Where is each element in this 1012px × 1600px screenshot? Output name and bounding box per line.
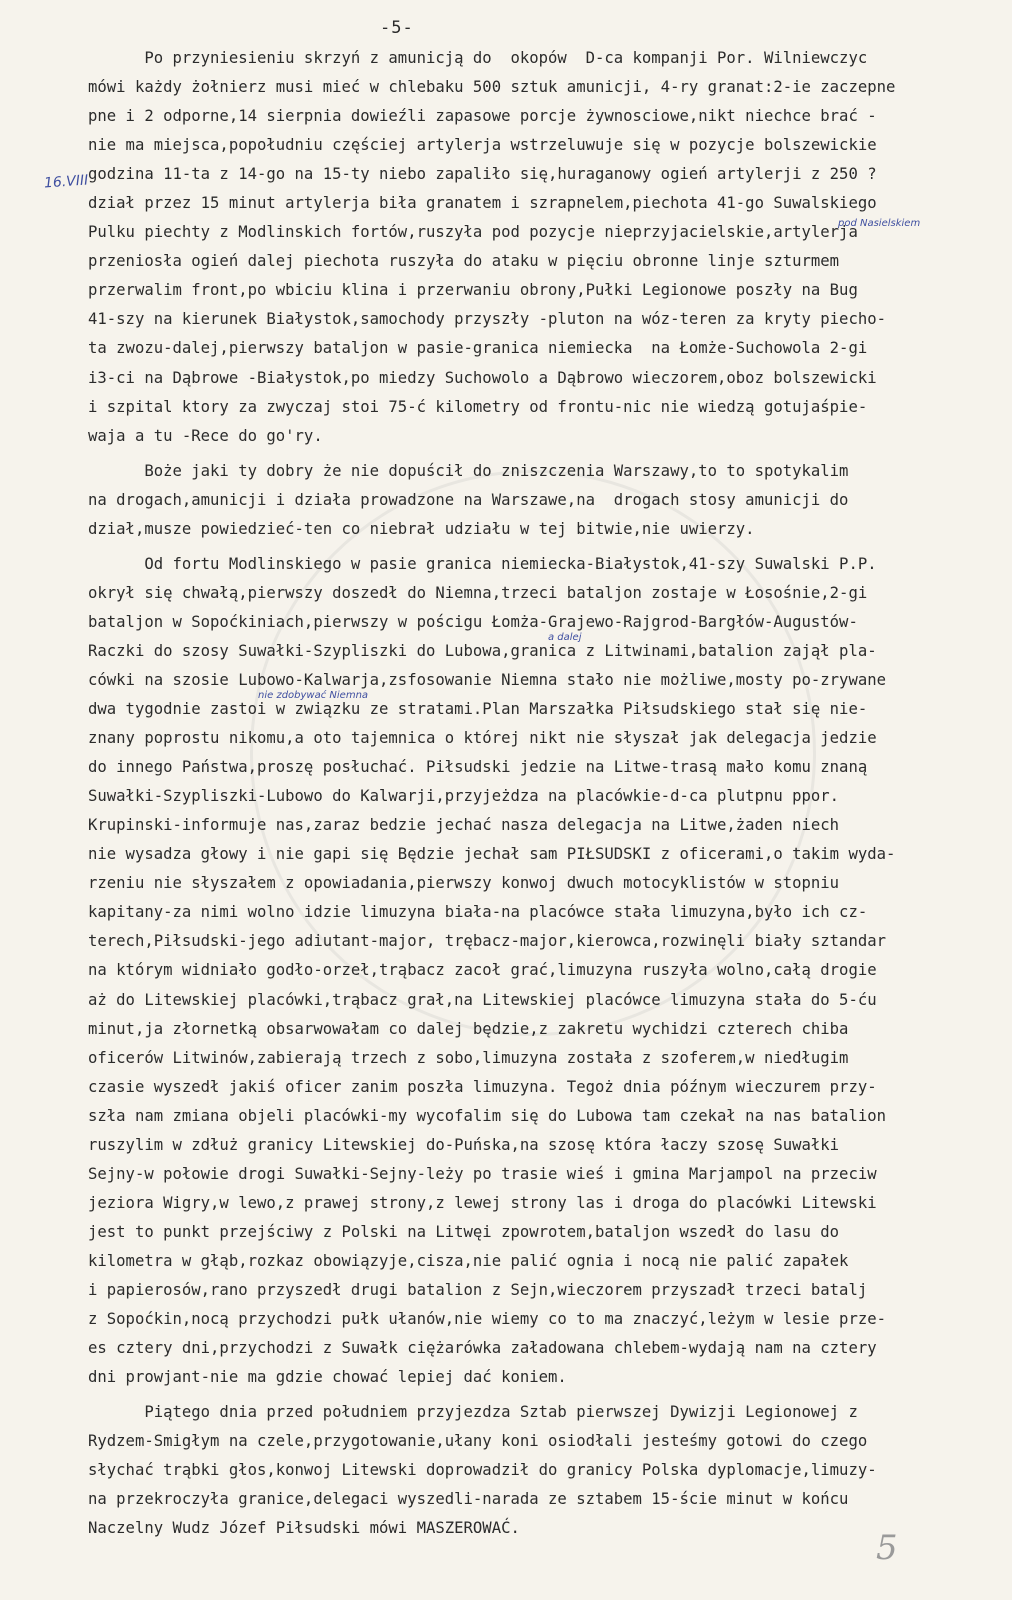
pencil-page-number: 5 — [876, 1528, 898, 1568]
text-line: na drogach,amunicji i działa prowadzone na Warszawe,na drogach stosy amunicji do — [88, 490, 849, 509]
text-line: z Sopoćkin,nocą przychodzi pułk ułanów,nie wiemy co to ma znaczyć,leżym w lesie prze- — [88, 1310, 886, 1329]
text-line: Boże jaki ty dobry że nie dopuścił do zniszczenia Warszawy,to to spotykalim — [88, 461, 849, 480]
text-line: na którym widniało godło-orzeł,trąbacz zacoł grać,limuzyna ruszyła wolno,całą drogie — [88, 961, 877, 980]
text-line: jest to punkt przejściwy z Polski na Litwęi zpowrotem,bataljon wszedł do lasu do — [88, 1222, 840, 1241]
text-line: kapitany-za nimi wolno idzie limuzyna biała-na placówce stała limuzyna,było ich cz- — [88, 903, 868, 922]
text-line: okrył się chwałą,pierwszy doszedł do Niemna,trzeci bataljon zostaje w Łosośnie,2-gi — [88, 583, 868, 602]
text-line: Suwałki-Szypliszki-Lubowo do Kalwarji,przyjeżdza na placówkie-d-ca plutpnu ppor. — [88, 787, 840, 806]
text-line: i papierosów,rano przyszedł drugi batalion z Sejn,wieczorem przyszadł trzeci batalj — [88, 1280, 868, 1299]
text-line: oficerów Litwinów,zabierają trzech z sobo,limuzyna została z szoferem,w niedługim — [88, 1048, 849, 1067]
text-line: dział,musze powiedzieć-ten co niebrał udziału w tej bitwie,nie uwierzy. — [88, 519, 755, 538]
text-line: minut,ja złornetką obsarwowałam co dalej będzie,z zakretu wychidzi czterech chiba — [88, 1019, 849, 1038]
typewritten-body — [88, 44, 968, 1543]
text-line: znany poprostu nikomu,a oto tajemnica o której nikt nie słyszał jak delegacja jedzie — [88, 729, 877, 748]
text-line: na przekroczyła granice,delegaci wyszedli-narada ze sztabem 15-ście minut w końcu — [88, 1490, 849, 1509]
text-line: waja a tu -Rece do go'ry. — [88, 426, 323, 445]
text-line: Raczki do szosy Suwałki-Szypliszki do Lubowa,granica z Litwinami,batalion zajął pla- — [88, 641, 877, 660]
text-line: Naczelny Wudz Józef Piłsudski mówi MASZEROWAĆ. — [88, 1519, 520, 1538]
text-line: pne i 2 odporne,14 sierpnia dowieźli zapasowe porcje żywnosciowe,nikt niechce brać - — [88, 107, 877, 126]
text-line: Od fortu Modlinskiego w pasie granica niemiecka-Białystok,41-szy Suwalski P.P. — [88, 554, 877, 573]
page-number: -5- — [380, 18, 414, 38]
text-line: przerwalim front,po wbiciu klina i przerwaniu obrony,Pułki Legionowe poszły na Bug — [88, 281, 858, 300]
text-line: cówki na szosie Lubowo-Kalwarja,zsfosowanie Niemna stało nie możliwe,mosty po-zrywane — [88, 670, 886, 689]
text-line: es cztery dni,przychodzi z Suwałk ciężarówka załadowana chlebem-wydają nam na cztery — [88, 1339, 877, 1358]
text-line: Rydzem-Smigłym na czele,przygotowanie,ułany koni osiodłali jesteśmy gotowi do czego — [88, 1432, 868, 1451]
text-line: szła nam zmiana objeli placówki-my wycofalim się do Lubowa tam czekał na nas batalion — [88, 1106, 886, 1125]
text-line: dni prowjant-nie ma gdzie chować lepiej dać koniem. — [88, 1368, 567, 1387]
text-line: godzina 11-ta z 14-go na 15-ty niebo zapaliło się,huraganowy ogień artylerji z 250 ? — [88, 165, 877, 184]
text-line: ta zwozu-dalej,pierwszy bataljon w pasie-granica niemiecka na Łomże-Suchowola 2-gi — [88, 339, 868, 358]
text-line: nie ma miejsca,popołudniu częściej artylerja wstrzeluwuje się w pozycje bolszewickie — [88, 136, 877, 155]
text-line: mówi każdy żołnierz musi mieć w chlebaku 500 sztuk amunicji, 4-ry granat:2-ie zaczepne — [88, 78, 896, 97]
text-line: Sejny-w połowie drogi Suwałki-Sejny-leży po trasie wieś i gmina Marjampol na przeciw — [88, 1164, 877, 1183]
text-line: Po przyniesieniu skrzyń z amunicją do okopów D-ca kompanji Por. Wilniewczyc — [88, 49, 868, 67]
text-line: dział przez 15 minut artylerja biła granatem i szrapnelem,piechota 41-go Suwalskiego — [88, 194, 877, 213]
text-line: 41-szy na kierunek Białystok,samochody przyszły -pluton na wóz-teren za kryty piecho- — [88, 310, 886, 329]
handwritten-margin-date: 16.VIII — [43, 172, 89, 192]
text-line: rzeniu nie słyszałem z opowiadania,pierwszy konwoj dwuch motocyklistów w stopniu — [88, 874, 840, 893]
text-line: jeziora Wigry,w lewo,z prawej strony,z lewej strony las i droga do placówki Litewski — [88, 1193, 877, 1212]
text-line: nie wysadza głowy i nie gapi się Będzie jechał sam PIŁSUDSKI z oficerami,o takim wyda- — [88, 845, 896, 864]
text-line: przeniosła ogień dalej piechota ruszyła do ataku w pięciu obronne linje szturmem — [88, 252, 840, 271]
text-line: do innego Państwa,proszę posłuchać. Piłsudski jedzie na Litwe-trasą mało komu znaną — [88, 758, 868, 777]
text-line: bataljon w Sopoćkiniach,pierwszy w pościgu Łomża-Grajewo-Rajgrod-Bargłów-Augustów- — [88, 612, 858, 631]
text-line: i3-ci na Dąbrowe -Białystok,po miedzy Suchowolo a Dąbrowo wieczorem,oboz bolszewicki — [88, 368, 877, 387]
text-line: ruszylim w zdłuż granicy Litewskiej do-Puńska,na szosę która łaczy szosę Suwałki — [88, 1135, 840, 1154]
text-line: czasie wyszedł jakiś oficer zanim poszła limuzyna. Tegoż dnia późnym wieczurem przy- — [88, 1077, 877, 1096]
handwritten-insertion-note: a dalej — [548, 632, 582, 643]
text-line: słychać trąbki głos,konwoj Litewski doprowadził do granicy Polska dyplomacje,limuzy- — [88, 1461, 877, 1480]
text-line: aż do Litewskiej placówki,trąbacz grał,na Litewskiej placówce limuzyna stała do 5-ću — [88, 990, 877, 1009]
text-line: terech,Piłsudski-jego adiutant-major, trębacz-major,kierowca,rozwinęli biały sztandar — [88, 932, 886, 951]
text-line: i szpital ktory za zwyczaj stoi 75-ć kilometry od frontu-nic nie wiedzą gotujaśpie- — [88, 397, 868, 416]
text-line: Pulku piechty z Modlinskich fortów,ruszyła pod pozycje nieprzyjacielskie,artylerja — [88, 223, 858, 242]
handwritten-insertion-note: pod Nasielskiem — [838, 218, 921, 229]
text-line: kilometra w głąb,rozkaz obowiązyje,cisza,nie palić ognia i nocą nie palić zapałek — [88, 1251, 849, 1270]
handwritten-insertion-note: nie zdobywać Niemna — [258, 690, 369, 701]
text-line: Krupinski-informuje nas,zaraz bedzie jechać nasza delegacja na Litwe,żaden niech — [88, 816, 840, 835]
text-line: dwa tygodnie zastoi w związku ze stratami.Plan Marszałka Piłsudskiego stał się nie- — [88, 700, 868, 719]
text-line: Piątego dnia przed południem przyjezdza Sztab pierwszej Dywizji Legionowej z — [88, 1403, 858, 1422]
